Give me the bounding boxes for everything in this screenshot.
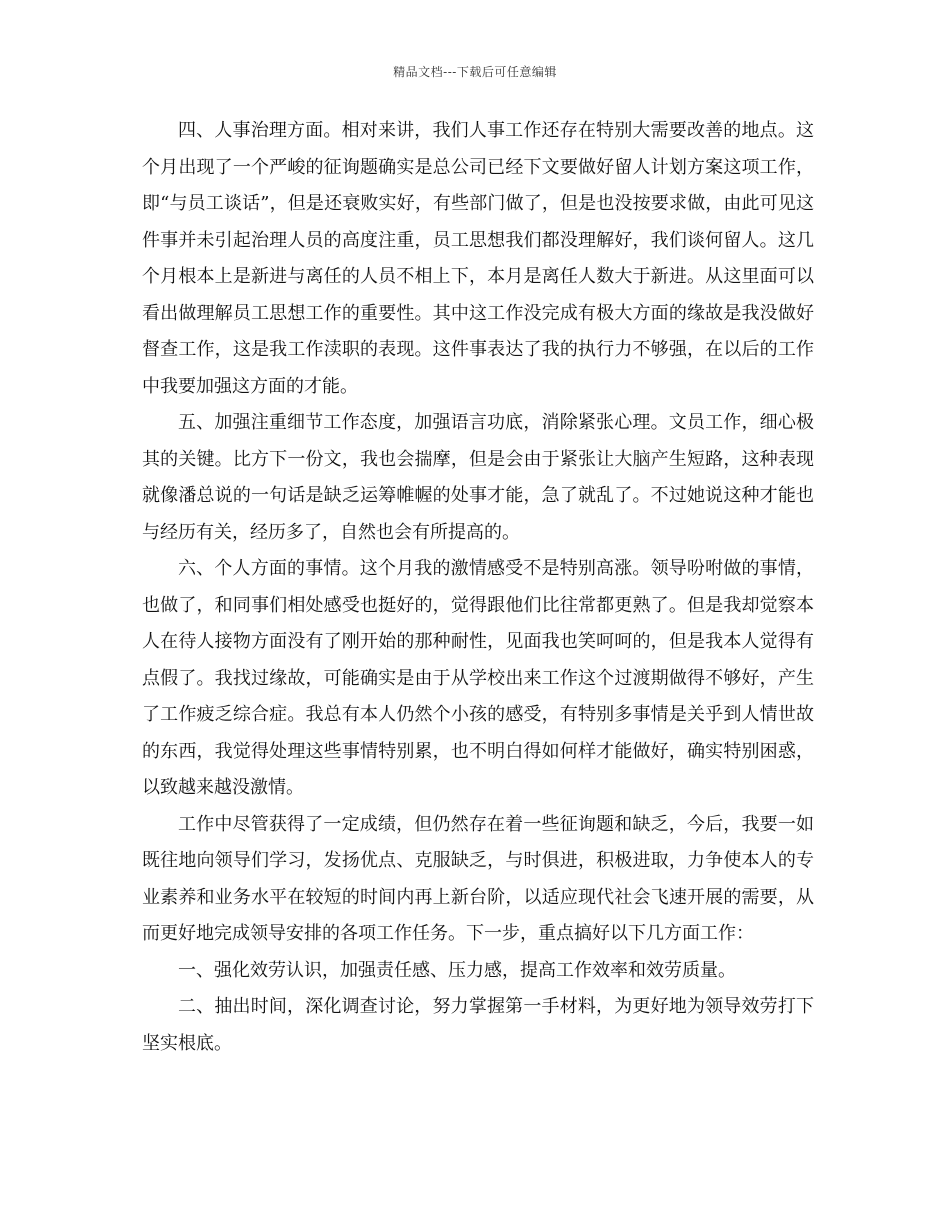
paragraph-personnel-management: 四、人事治理方面。相对来讲，我们人事工作还存在特别大需要改善的地点。这个月出现了一个严峻的征询题确实是总公司已经下文要做好留人计划方案这项工作，即“与员工谈话”，但是还衰败实好，有些部门做了，但是也没按要求做，由此可见这件事并未引起治理人员的高度注重，员工思想我们都没理解好，我们谈何留人。这几个月根本上是新进与离任的人员不相上下，本月是离任人数大于新进。从这里面可以看出做理解员工思想工作的重要性。其中这工作没完成有极大方面的缘故是我没做好督查工作，这是我工作渎职的表现。这件事表达了我的执行力不够强，在以后的工作中我要加强这方面的才能。 — [142, 120, 814, 397]
page-header: 精品文档---下载后可任意编辑 — [393, 65, 557, 79]
paragraph-plan-item-2: 二、抽出时间，深化调查讨论，努力掌握第一手材料，为更好地为领导效劳打下坚实根底。 — [142, 996, 814, 1054]
paragraph-attention-to-detail: 五、加强注重细节工作态度，加强语言功底，消除紧张心理。文员工作，细心极其的关键。比方下一份文，我也会揣摩，但是会由于紧张让大脑产生短路，这种表现就像潘总说的一句话是缺乏运筹帷幄的处事才能，急了就乱了。不过她说这种才能也与经历有关，经历多了，自然也会有所提高的。 — [142, 412, 814, 543]
paragraph-plan-item-1: 一、强化效劳认识，加强责任感、压力感，提高工作效率和效劳质量。 — [178, 959, 736, 981]
paragraph-personal-matters: 六、个人方面的事情。这个月我的激情感受不是特别高涨。领导吩咐做的事情，也做了，和同事们相处感受也挺好的，觉得跟他们比往常都更熟了。但是我却觉察本人在待人接物方面没有了刚开始的那种耐性，见面我也笑呵呵的，但是我本人觉得有点假了。我找过缘故，可能确实是由于从学校出来工作这个过渡期做得不够好，产生了工作疲乏综合症。我总有本人仍然个小孩的感受，有特别多事情是关乎到人情世故的东西，我觉得处理这些事情特别累，也不明白得如何样才能做好，确实特别困惑，以致越来越没激情。 — [142, 558, 814, 798]
paragraph-summary-and-plan: 工作中尽管获得了一定成绩，但仍然存在着一些征询题和缺乏，今后，我要一如既往地向领导们学习，发扬优点、克服缺乏，与时俱进，积极进取，力争使本人的专业素养和业务水平在较短的时间内再上新台阶，以适应现代社会飞速开展的需要，从而更好地完成领导安排的各项工作任务。下一步，重点搞好以下几方面工作： — [142, 813, 814, 944]
document-body — [142, 113, 814, 1062]
